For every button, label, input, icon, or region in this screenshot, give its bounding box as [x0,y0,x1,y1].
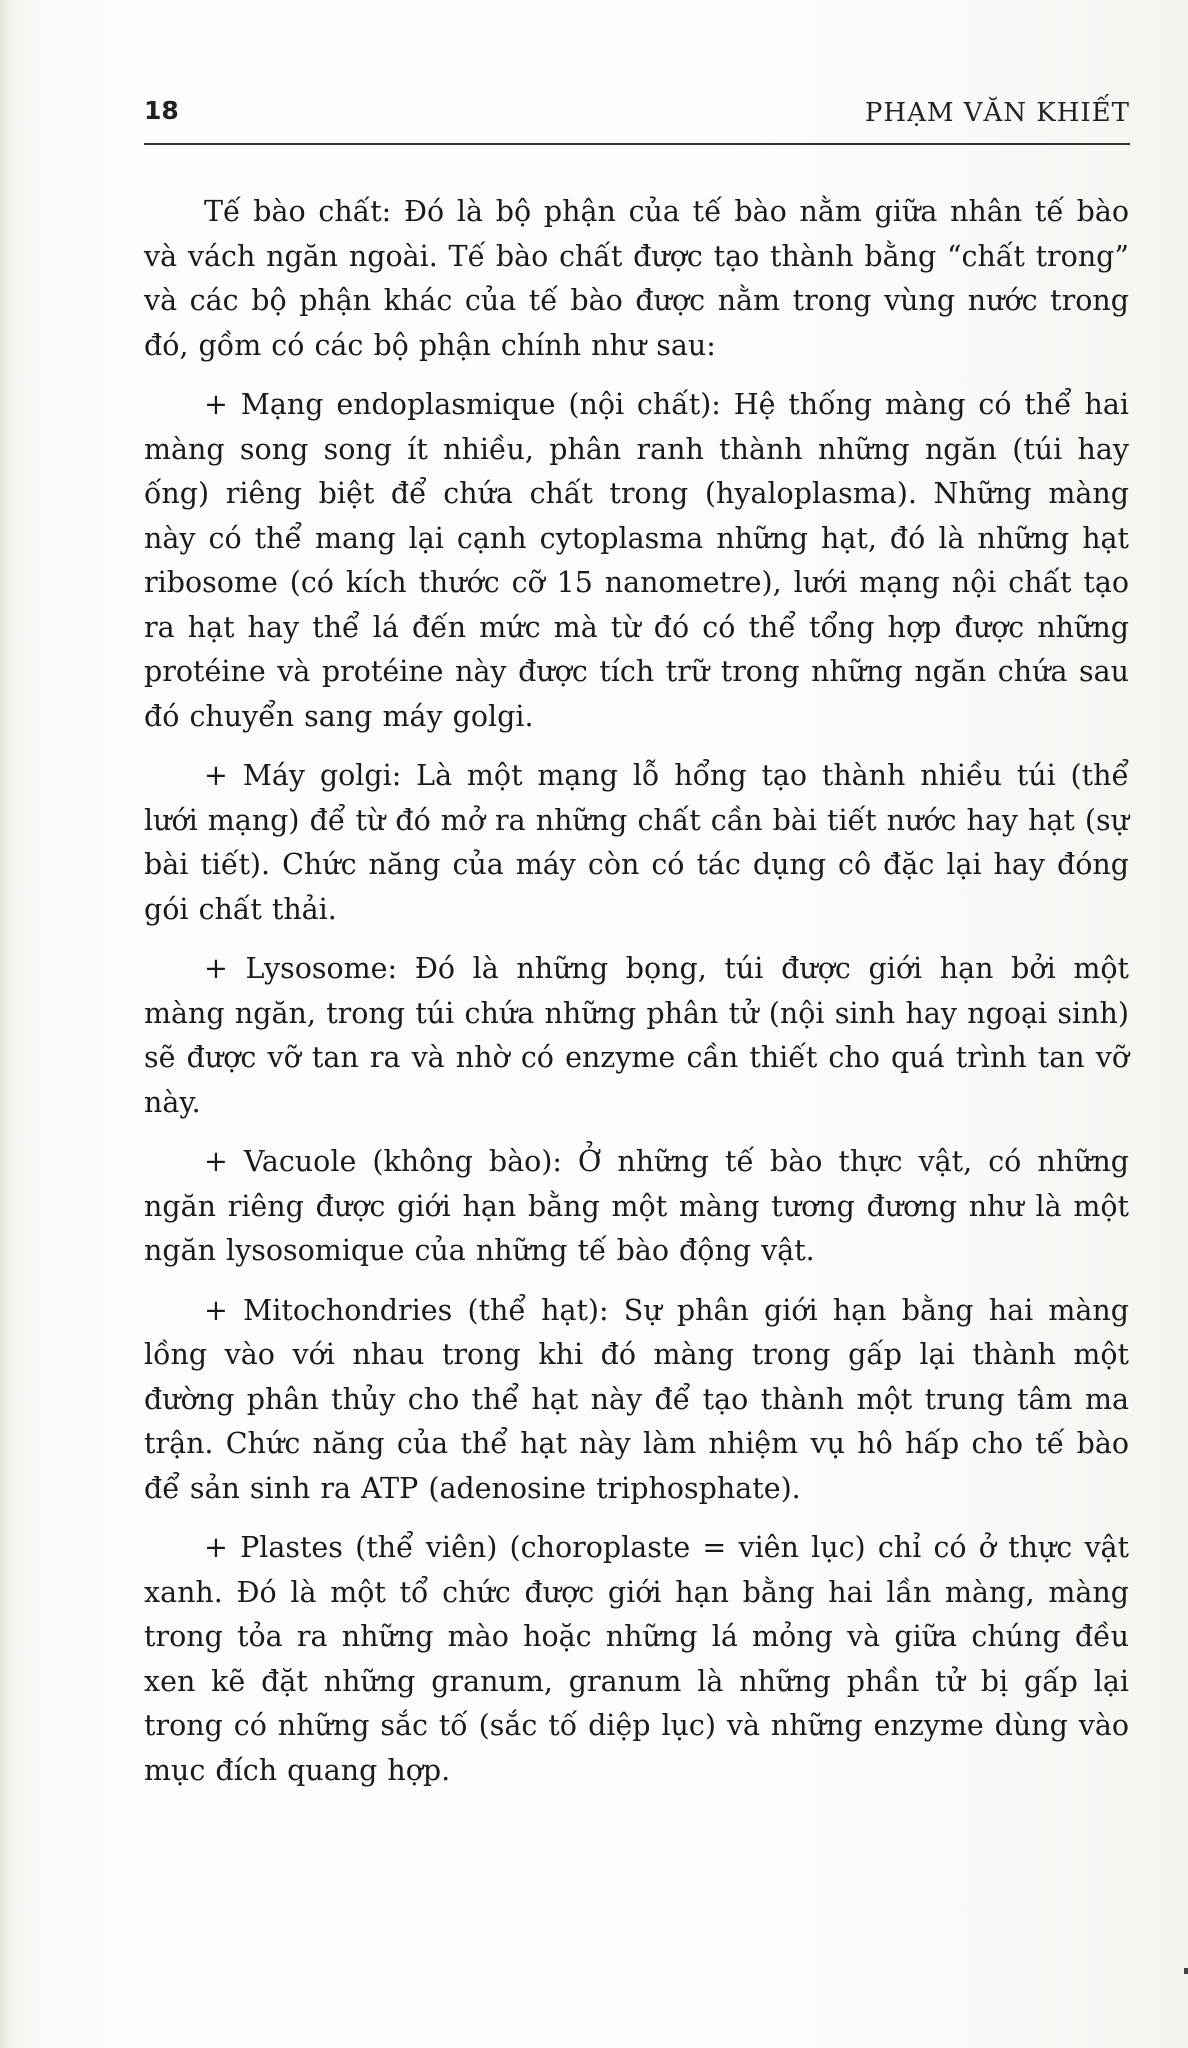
paragraph-mitochondria: + Mitochondries (thể hạt): Sự phân giới hạn bằng hai màng lồng vào với nhau trong khi đó màng trong gấp lại thành một đường phân thủy cho thể hạt này để tạo thành một trung tâm ma trận. Chức năng của thể hạt này làm nhiệm vụ hô hấp cho tế bào để sản sinh ra ATP (adenosine triphosphate). [144,1293,1129,1505]
paragraph-golgi: + Máy golgi: Là một mạng lỗ hổng tạo thành nhiều túi (thể lưới mạng) để từ đó mở ra những chất cần bài tiết nước hay hạt (sự bài tiết). Chức năng của máy còn có tác dụng cô đặc lại hay đóng gói chất thải. [144,759,1129,926]
paragraph-vacuole: + Vacuole (không bào): Ở những tế bào thực vật, có những ngăn riêng được giới hạn bằng một màng tương đương như là một ngăn lysosomique của những tế bào động vật. [144,1145,1129,1267]
header-rule [144,143,1130,145]
paragraph-plastids: + Plastes (thể viên) (choroplaste = viên lục) chỉ có ở thực vật xanh. Đó là một tổ chức được giới hạn bằng hai lần màng, màng trong tỏa ra những mào hoặc những lá mỏng và giữa chúng đều xen kẽ đặt những granum, granum là những phần tử bị gấp lại trong có những sắc tố (sắc tố diệp lục) và những enzyme dùng vào mục đích quang hợp. [144,1531,1129,1787]
page-number: 18 [144,96,179,125]
paragraph-lysosome: + Lysosome: Đó là những bọng, túi được giới hạn bởi một màng ngăn, trong túi chứa những phân tử (nội sinh hay ngoại sinh) sẽ được vỡ tan ra và nhờ có enzyme cần thiết cho quá trình tan vỡ này. [144,952,1129,1119]
paragraph-endoplasmic-reticulum: + Mạng endoplasmique (nội chất): Hệ thống màng có thể hai màng song song ít nhiều, phân ranh thành những ngăn (túi hay ống) riêng biệt để chứa chất trong (hyaloplasma). Những màng này có thể mang lại cạnh cytoplasma những hạt, đó là những hạt ribosome (có kích thước cỡ 15 nanometre), lưới mạng nội chất tạo ra hạt hay thể lá đến mức mà từ đó có thể tổng hợp được những protéine và protéine này được tích trữ trong những ngăn chứa sau đó chuyển sang máy golgi. [144,388,1129,733]
page-edge-mark [1184,1968,1188,1974]
running-head-author: PHẠM VĂN KHIẾT [864,98,1130,128]
body-text [144,190,1129,1808]
paragraph-cytoplasm-intro: Tế bào chất: Đó là bộ phận của tế bào nằm giữa nhân tế bào và vách ngăn ngoài. Tế bào chất được tạo thành bằng “chất trong” và các bộ phận khác của tế bào được nằm trong vùng nước trong đó, gồm có các bộ phận chính như sau: [144,195,1129,362]
page-header [144,96,1130,140]
page-edge-shadow [0,0,14,2048]
